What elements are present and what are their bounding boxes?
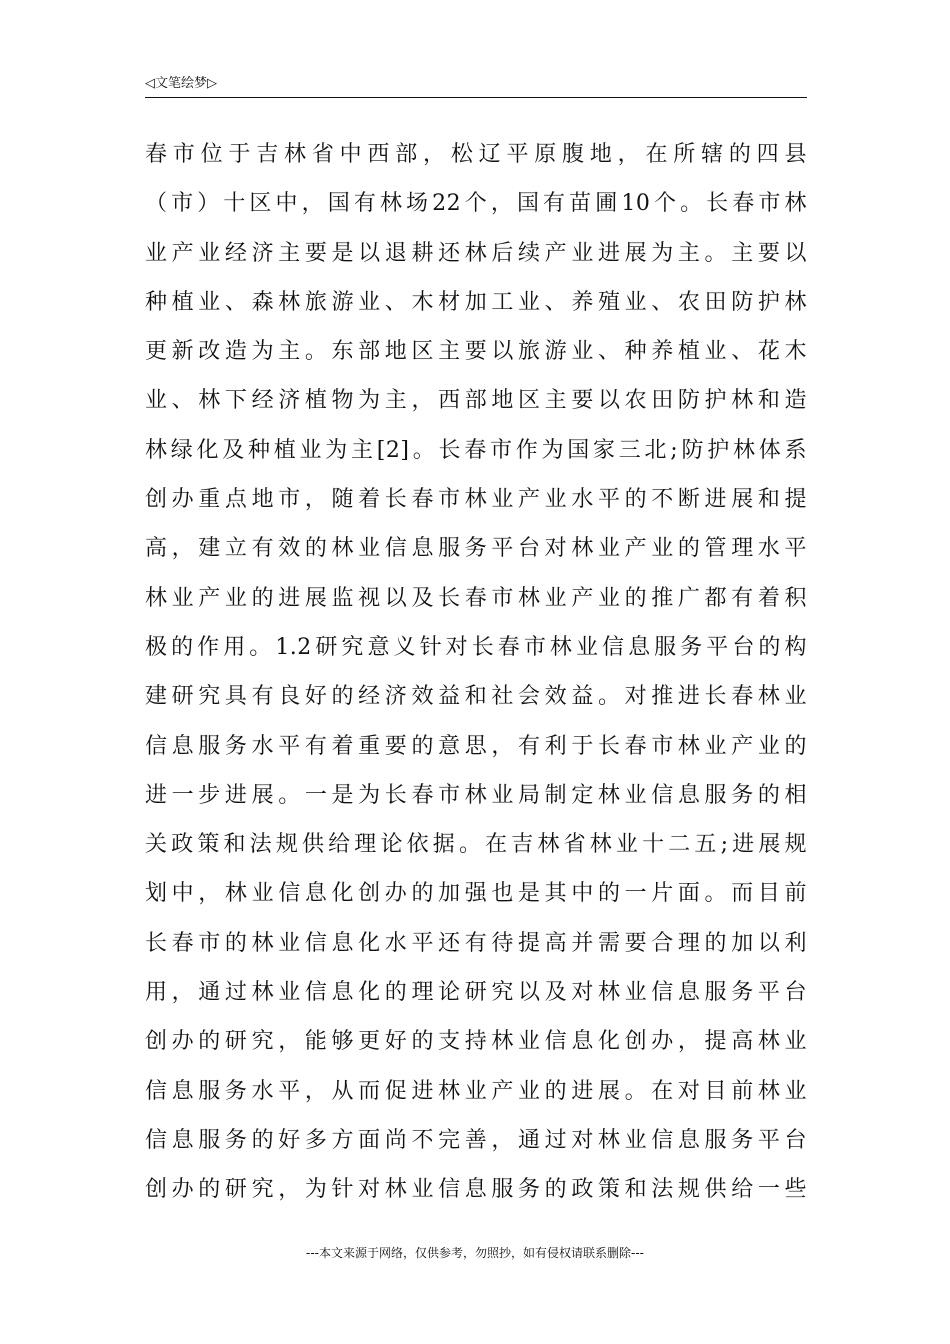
body-line: 创办的研究，为针对林业信息服务的政策和法规供给一些 — [145, 1177, 807, 1203]
body-line: 创办的研究，能够更好的支持林业信息化创办，提高林业 — [145, 1029, 807, 1055]
footer-disclaimer: ---本文来源于网络，仅供参考，勿照抄，如有侵权请联系删除--- — [306, 1246, 644, 1260]
header-divider — [145, 97, 807, 98]
body-line: 高，建立有效的林业信息服务平台对林业产业的管理水平 — [145, 536, 807, 562]
body-line: 信息服务的好多方面尚不完善，通过对林业信息服务平台 — [145, 1127, 807, 1153]
body-line: 极的作用。1.2研究意义针对长春市林业信息服务平台的构 — [145, 634, 807, 660]
body-line: 信息服务水平，从而促进林业产业的进展。在对目前林业 — [145, 1078, 807, 1104]
body-line: 关政策和法规供给理论依据。在吉林省林业十二五;进展规 — [145, 832, 807, 858]
header-title: ◁文笔绘梦▷ — [145, 76, 217, 91]
body-line: 创办重点地市，随着长春市林业产业水平的不断进展和提 — [145, 487, 807, 513]
body-line: 业产业经济主要是以退耕还林后续产业进展为主。主要以 — [145, 240, 807, 266]
body-line: 用，通过林业信息化的理论研究以及对林业信息服务平台 — [145, 980, 807, 1006]
body-line: 春市位于吉林省中西部，松辽平原腹地，在所辖的四县 — [145, 142, 807, 167]
body-line: 划中，林业信息化创办的加强也是其中的一片面。而目前 — [145, 881, 807, 907]
body-line: 业、林下经济植物为主，西部地区主要以农田防护林和造 — [145, 388, 807, 414]
body-line: 林绿化及种植业为主[2]。长春市作为国家三北;防护林体系 — [145, 437, 807, 463]
body-line: 林业产业的进展监视以及长春市林业产业的推广都有着积 — [145, 585, 807, 611]
body-line: 更新改造为主。东部地区主要以旅游业、种养植业、花木 — [145, 339, 807, 365]
body-line: 信息服务水平有着重要的意思，有利于长春市林业产业的 — [145, 733, 807, 759]
body-line: 进一步进展。一是为长春市林业局制定林业信息服务的相 — [145, 782, 807, 808]
page-header — [145, 74, 807, 98]
page-footer — [0, 1244, 950, 1262]
body-line: 长春市的林业信息化水平还有待提高并需要合理的加以利 — [145, 930, 807, 956]
body-line: 种植业、森林旅游业、木材加工业、养殖业、农田防护林 — [145, 289, 807, 315]
document-body — [145, 130, 807, 1215]
body-line: （市）十区中，国有林场22个，国有苗圃10个。长春市林 — [145, 191, 807, 217]
body-line: 建研究具有良好的经济效益和社会效益。对推进长春林业 — [145, 684, 807, 710]
